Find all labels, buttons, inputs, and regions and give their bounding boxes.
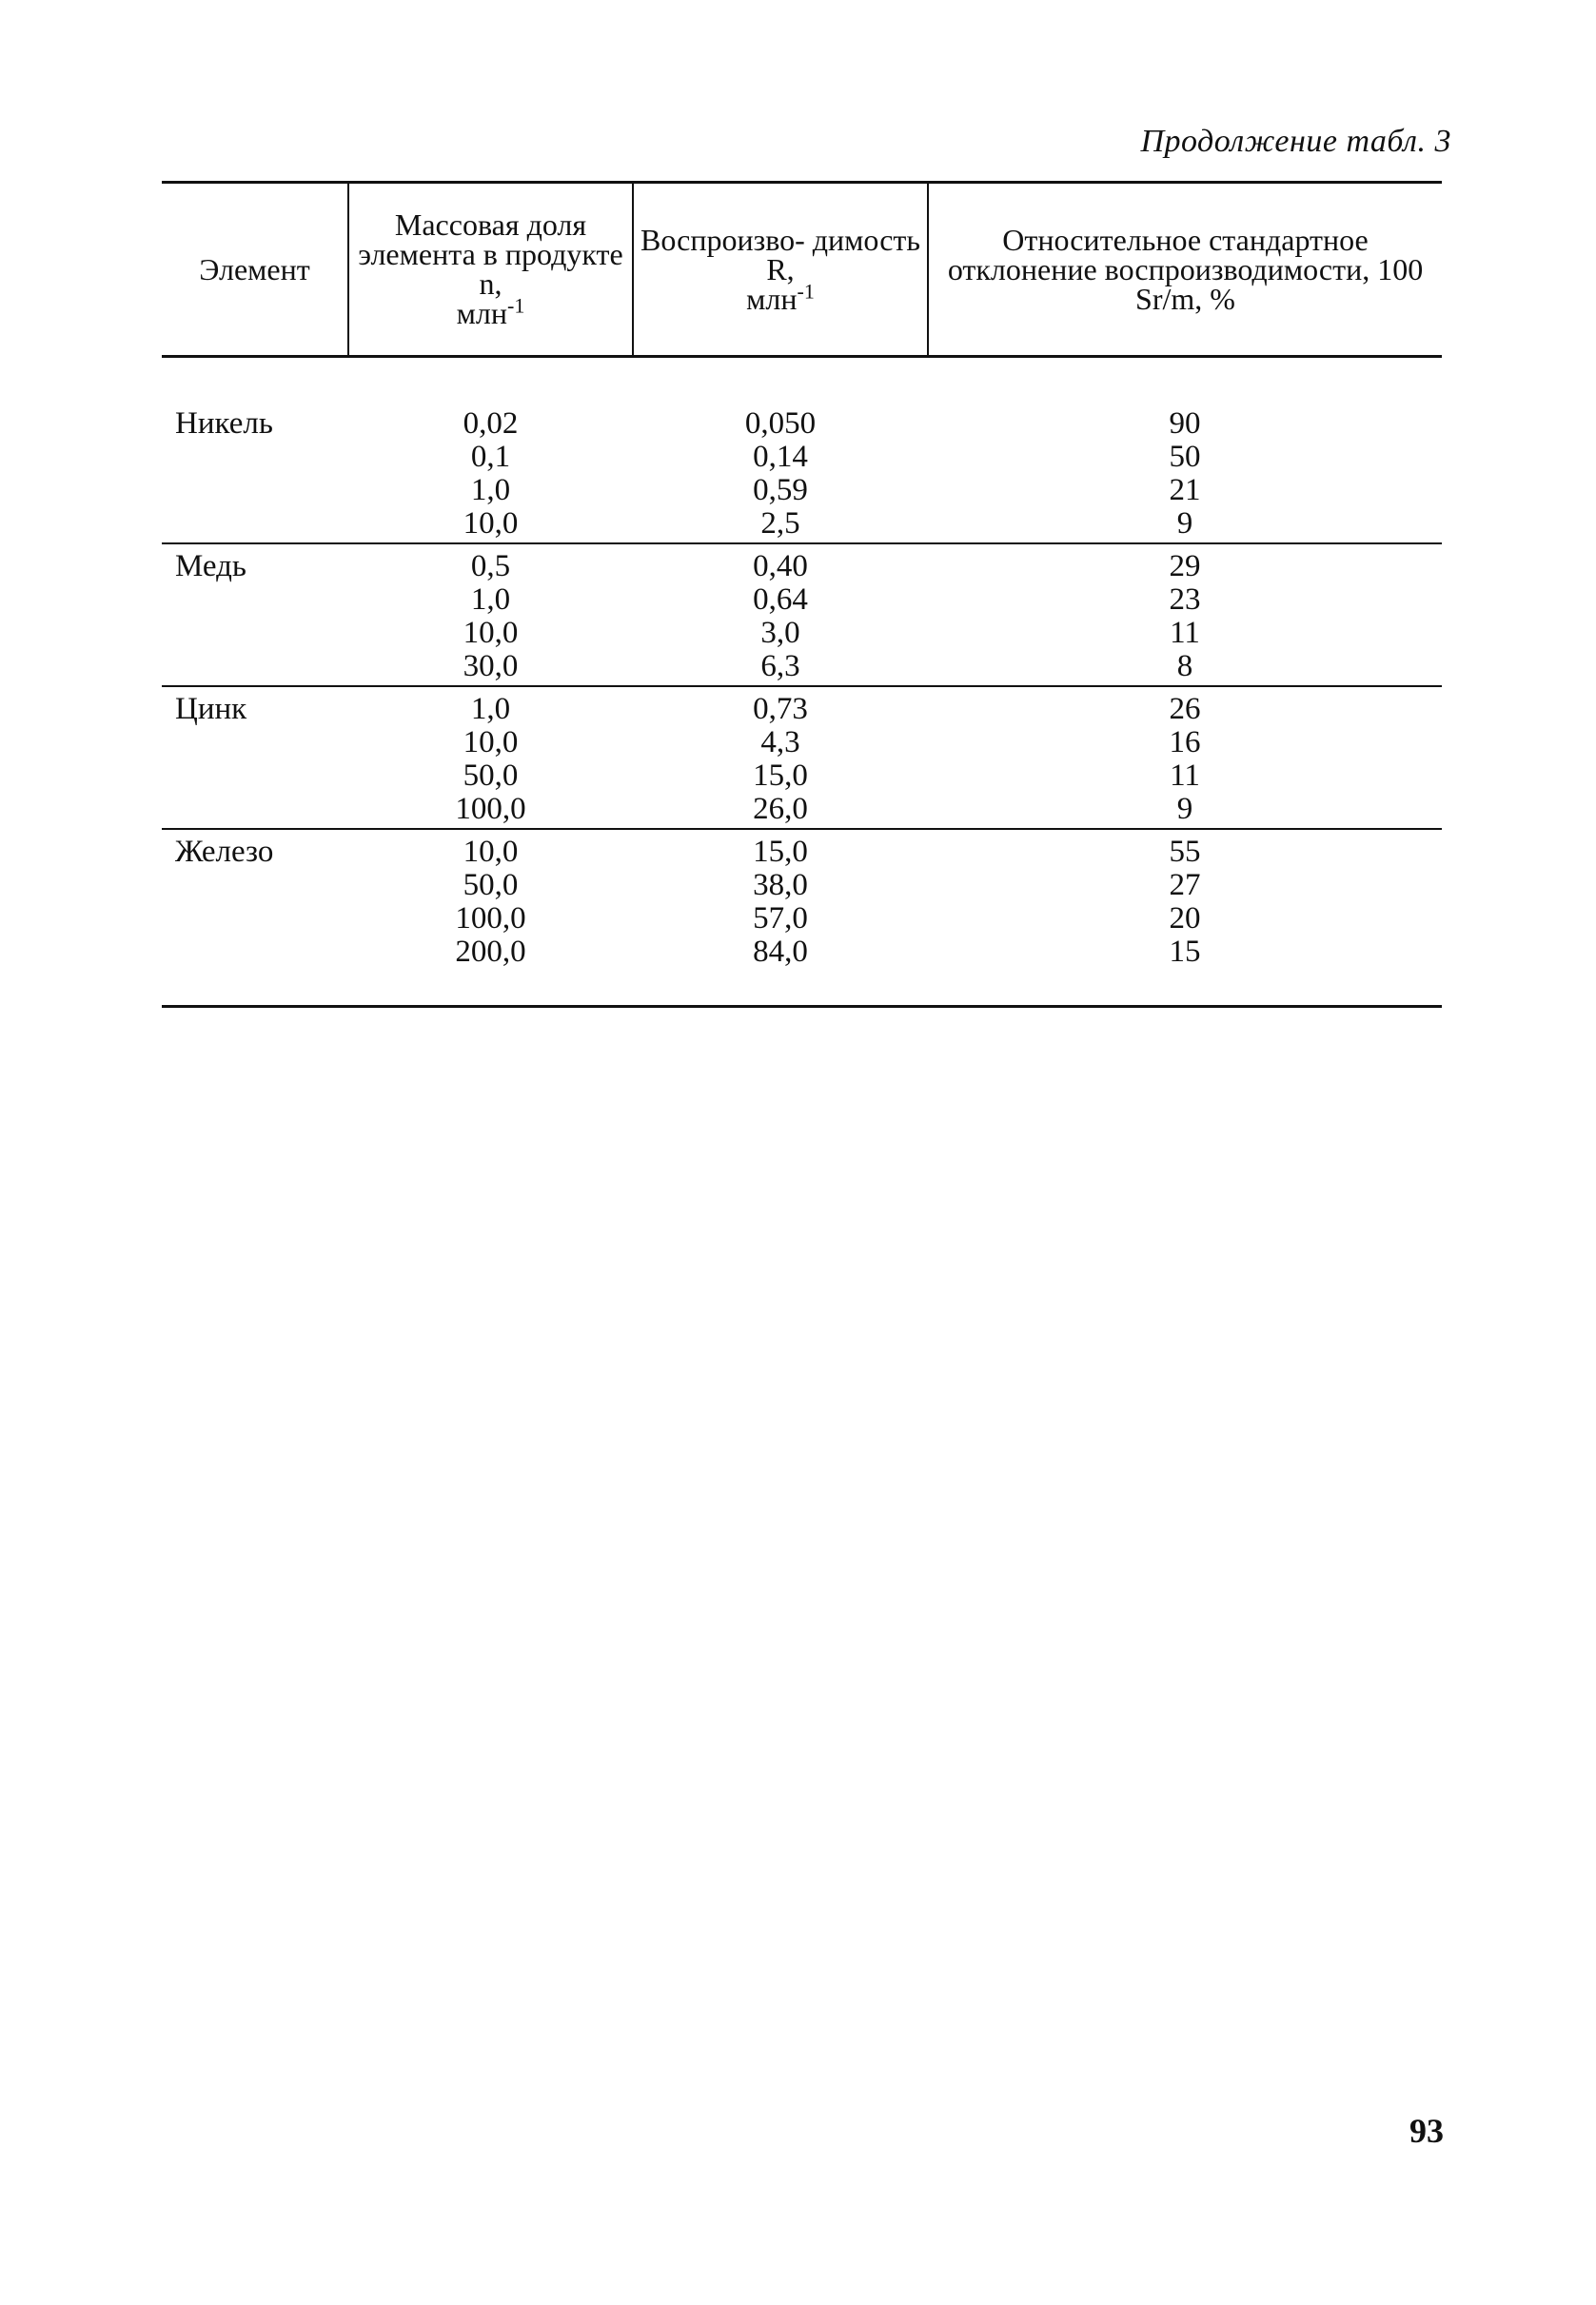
header-mass-fraction: Массовая доля элемента в продукте n, млн$^{-1}$ [348,183,633,357]
reproducibility-values: 0,40 0,64 3,0 6,3 [633,543,928,686]
element-name: Цинк [162,686,348,829]
mass-fraction-values: 0,02 0,1 1,0 10,0 [348,357,633,544]
header-element: Элемент [162,183,348,357]
element-name: Никель [162,357,348,544]
reproducibility-table [162,181,1442,1008]
rsd-values: 26 16 11 9 [928,686,1442,829]
table-row-nickel [162,357,1442,544]
mass-fraction-values: 0,5 1,0 10,0 30,0 [348,543,633,686]
header-reproducibility: Воспроизво- димость R, млн$^{-1}$ [633,183,928,357]
reproducibility-values: 15,0 38,0 57,0 84,0 [633,829,928,1007]
rsd-values: 90 50 21 9 [928,357,1442,544]
data-table-container [162,181,1442,1008]
table-row-zinc [162,686,1442,829]
rsd-values: 29 23 11 8 [928,543,1442,686]
table-row-copper [162,543,1442,686]
table-row-iron [162,829,1442,1007]
header-relative-std-deviation: Относительное стандартное отклонение воспроизводимости, 100 Sr/m, % [928,183,1442,357]
mass-fraction-values: 1,0 10,0 50,0 100,0 [348,686,633,829]
mass-fraction-values: 10,0 50,0 100,0 200,0 [348,829,633,1007]
element-name: Железо [162,829,348,1007]
reproducibility-values: 0,73 4,3 15,0 26,0 [633,686,928,829]
reproducibility-values: 0,050 0,14 0,59 2,5 [633,357,928,544]
rsd-values: 55 27 20 15 [928,829,1442,1007]
page-number: 93 [1409,2112,1444,2150]
table-continuation-label: Продолжение табл. 3 [1140,124,1451,159]
element-name: Медь [162,543,348,686]
table-header-row [162,183,1442,357]
